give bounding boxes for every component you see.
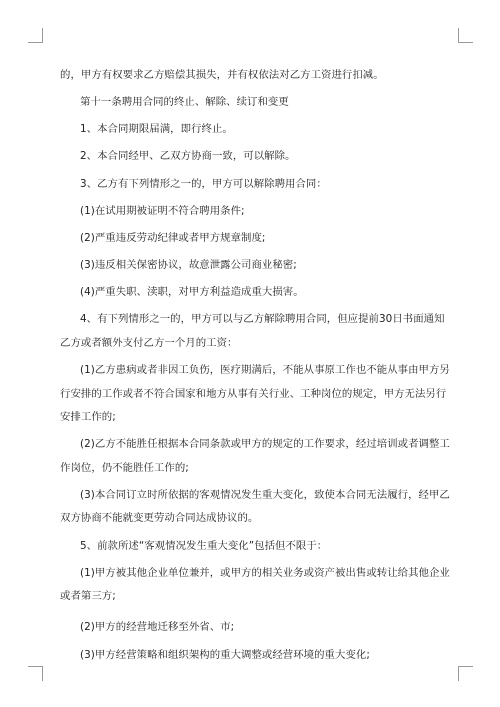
list-item: (3)本合同订立时所依据的客观情况发生重大变化，致使本合同无法履行，经甲乙 — [80, 489, 450, 501]
list-item: (3)甲方经营策略和组织架构的重大调整或经营环境的重大变化; — [80, 649, 370, 661]
bottom-right-crop-mark — [458, 666, 473, 681]
top-right-crop-mark — [458, 28, 473, 43]
list-item: (2)乙方不能胜任根据本合同条款或甲方的规定的工作要求，经过培训或者调整工 — [80, 438, 450, 450]
paragraph-line: 3、乙方有下列情形之一的，甲方可以解除聘用合同： — [80, 178, 327, 190]
top-left-crop-mark — [28, 28, 43, 43]
list-item: (2)甲方的经营地迁移至外省、市; — [80, 621, 235, 633]
section-heading: 第十一条聘用合同的终止、解除、续订和变更 — [80, 96, 289, 108]
list-item-continuation: 作岗位，仍不能胜任工作的; — [60, 462, 189, 474]
paragraph-line: 5、前款所述“客观情况发生重大变化”包括但不限于： — [80, 540, 328, 552]
list-item-continuation: 双方协商不能就变更劳动合同达成协议的。 — [60, 512, 259, 524]
list-item: (2)严重违反劳动纪律或者甲方规章制度; — [80, 232, 266, 244]
paragraph-line: 4、有下列情形之一的，甲方可以与乙方解除聘用合同，但应提前30日书面通知 — [80, 313, 445, 325]
list-item-continuation: 行安排的工作或者不符合国家和地方从事有关行业、工种岗位的规定，甲方无法另行 — [60, 388, 447, 400]
paragraph-line: 的，甲方有权要求乙方赔偿其损失，并有权依法对乙方工资进行扣减。 — [60, 69, 384, 81]
list-item: (1)在试用期被证明不符合聘用条件; — [80, 205, 245, 217]
list-item-continuation: 或者第三方; — [60, 590, 116, 602]
paragraph-line: 2、本合同经甲、乙双方协商一致，可以解除。 — [80, 150, 296, 162]
list-item: (1)乙方患病或者非因工负伤，医疗期满后，不能从事原工作也不能从事由甲方另 — [80, 364, 450, 376]
list-item: (4)严重失职、渎职，对甲方利益造成重大损害。 — [80, 286, 304, 298]
bottom-left-crop-mark — [28, 666, 43, 681]
list-item: (3)违反相关保密协议，故意泄露公司商业秘密; — [80, 259, 297, 271]
paragraph-line: 乙方或者额外支付乙方一个月的工资： — [60, 337, 238, 349]
list-item-continuation: 安排工作的; — [60, 411, 116, 423]
list-item: (1)甲方被其他企业单位兼并，或甲方的相关业务或资产被出售或转让给其他企业 — [80, 567, 450, 579]
paragraph-line: 1、本合同期限届满，即行终止。 — [80, 123, 233, 135]
